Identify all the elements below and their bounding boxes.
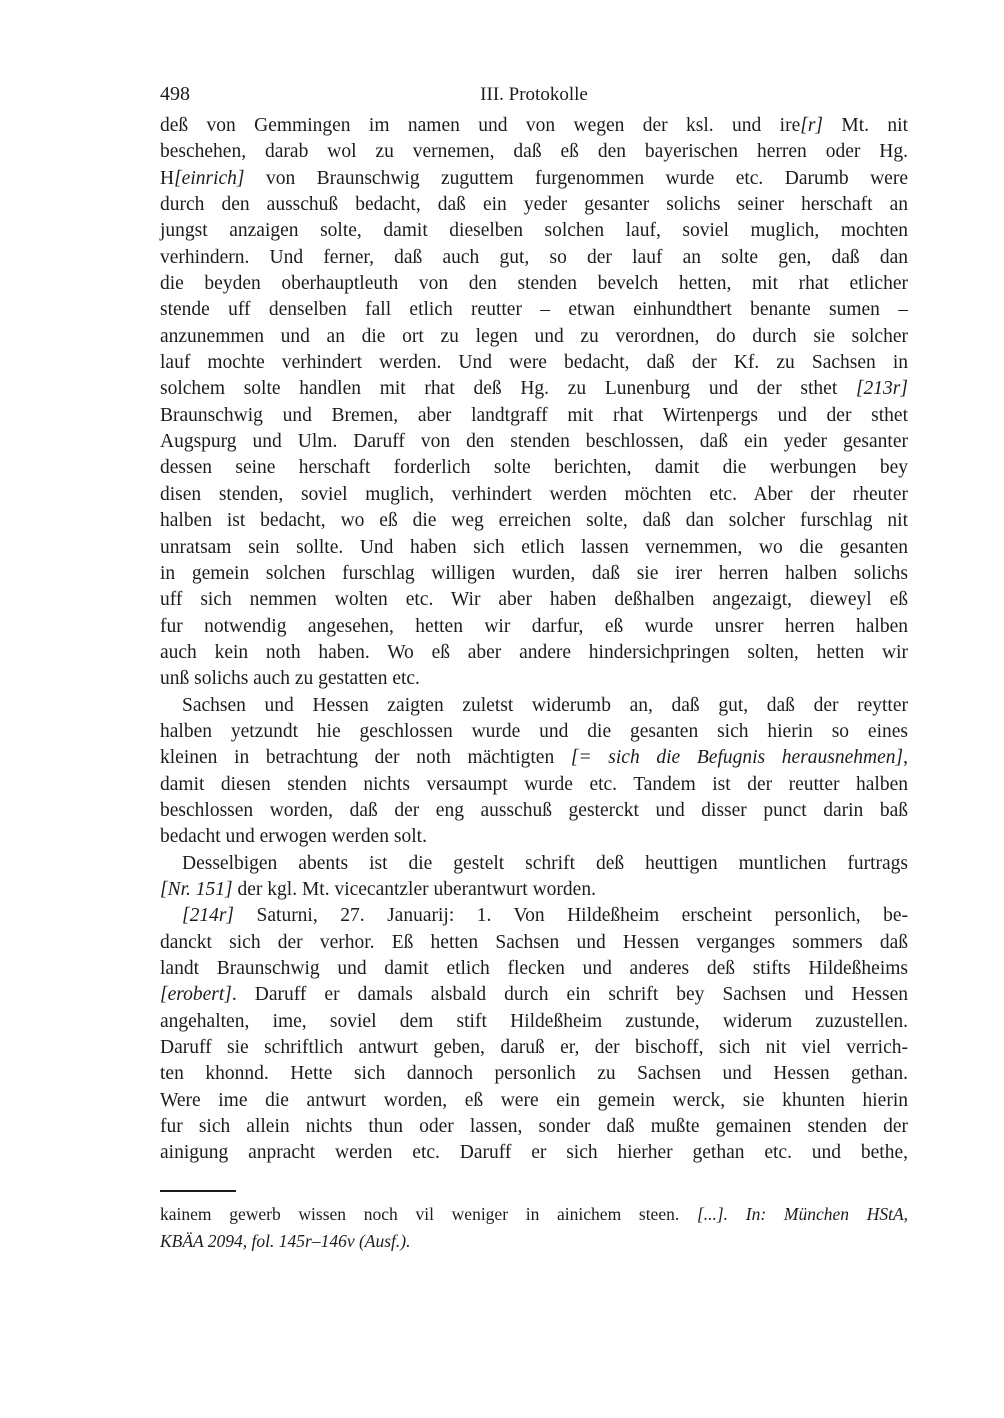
text-line xyxy=(160,693,908,719)
text-run: unß solichs auch zu gestatten etc. xyxy=(160,668,420,690)
text-line xyxy=(160,245,908,271)
text-run: die beyden oberhauptleuth von den stenden bevelch hetten, mit rhat etlicher xyxy=(160,273,908,295)
text-run: stende uff denselben fall etlich reutter – etwan einhundthert benante sumen – xyxy=(160,299,908,321)
footnote-text xyxy=(160,1201,908,1255)
text-line xyxy=(160,614,908,640)
text-line xyxy=(160,1140,908,1166)
editorial-insertion: [= sich die Befugnis herausnehmen] xyxy=(570,747,904,769)
text-line xyxy=(160,192,908,218)
text-run: ainigung anpracht werden etc. Daruff er sich hierher gethan etc. und bethe, xyxy=(160,1142,908,1164)
text-run: beschlossen worden, daß der eng ausschuß gesterckt und disser punct darin baß xyxy=(160,799,908,821)
text-run: deß von Gemmingen im namen und von wegen der ksl. und ire xyxy=(160,115,801,136)
text-run: Were ime die antwurt worden, eß were ein gemein werck, sie khunten hierin xyxy=(160,1089,908,1111)
text-run: auch kein noth haben. Wo eß aber andere hindersichpringen solten, hetten wir xyxy=(160,641,908,663)
text-run: fur notwendig angesehen, hetten wir darfur, eß wurde unsrer herren halben xyxy=(160,615,908,637)
editorial-insertion: [...]. In: München HStA, xyxy=(696,1204,909,1224)
text-line xyxy=(160,719,908,745)
text-line xyxy=(160,535,908,561)
text-line xyxy=(160,324,908,350)
text-line xyxy=(160,956,908,982)
footnote-rule xyxy=(160,1190,236,1192)
text-line xyxy=(160,376,908,402)
text-line xyxy=(160,561,908,587)
text-line xyxy=(160,640,908,666)
text-run: unratsam sein sollte. Und haben sich etlich lassen vernemmen, wo die gesanten xyxy=(160,536,908,558)
text-line xyxy=(160,824,908,850)
text-run: der kgl. Mt. vicecantzler uberantwurt worden. xyxy=(232,878,596,900)
text-run: damit diesen stenden nichts versaumpt wurde etc. Tandem ist der reutter halben xyxy=(160,773,908,795)
text-line xyxy=(160,982,908,1008)
text-line xyxy=(160,350,908,376)
text-line xyxy=(160,455,908,481)
text-run: dessen seine herschaft forderlich solte berichten, damit die werbungen bey xyxy=(160,457,908,479)
text-run: in gemein solchen furschlag willigen wurden, daß sie irer herren halben solichs xyxy=(160,562,908,584)
text-line xyxy=(160,930,908,956)
text-line xyxy=(160,1228,908,1255)
text-line xyxy=(160,745,908,771)
text-line xyxy=(160,113,908,139)
text-run: verhindern. Und ferner, daß auch gut, so der lauf an solte gen, daß dan xyxy=(160,246,908,268)
text-run: Daruff sie schriftlich antwurt geben, daruß er, der bischoff, sich nit viel verrich- xyxy=(160,1037,908,1059)
text-line xyxy=(160,297,908,323)
text-line xyxy=(160,271,908,297)
text-line xyxy=(160,772,908,798)
page-number: 498 xyxy=(160,83,190,105)
text-line xyxy=(160,429,908,455)
text-line xyxy=(160,508,908,534)
text-run: Augspurg und Ulm. Daruff von den stenden beschlossen, daß ein yeder gesanter xyxy=(160,431,908,453)
running-title: III. Protokolle xyxy=(480,84,588,105)
text-line xyxy=(160,482,908,508)
text-run: landt Braunschwig und damit etlich flecken und anderes deß stifts Hildeßheims xyxy=(160,958,908,979)
text-run: Sachsen und Hessen zaigten zuletst widerumb an, daß gut, daß der reytter xyxy=(182,694,908,716)
text-run: lauf mochte verhindert werden. Und were bedacht, daß der Kf. zu Sachsen in xyxy=(160,352,908,374)
text-line xyxy=(160,218,908,244)
footnote xyxy=(160,1190,908,1255)
text-run: Saturni, 27. Januarij: 1. Von Hildeßheim erscheint personlich, be- xyxy=(234,905,908,927)
text-run: Desselbigen abents ist die gestelt schrift deß heuttigen muntlichen furtrags xyxy=(182,852,908,874)
text-run: von Braunschwig zuguttem furgenommen wurde etc. Darumb were xyxy=(244,167,908,189)
text-run: bedacht und erwogen werden solt. xyxy=(160,826,427,848)
text-line xyxy=(160,587,908,613)
text-line xyxy=(160,798,908,824)
text-line xyxy=(160,1061,908,1087)
editorial-insertion: [Nr. 151] xyxy=(160,878,233,900)
text-line xyxy=(160,1035,908,1061)
text-line xyxy=(160,877,908,903)
text-run: anzunemmen und an die ort zu legen und zu verordnen, do durch sie solcher xyxy=(160,325,908,347)
text-run: kainem gewerb wissen noch vil weniger in ainichem steen. xyxy=(160,1204,697,1224)
text-line xyxy=(160,403,908,429)
text-line xyxy=(160,666,908,692)
editorial-insertion: [213r] xyxy=(855,378,908,400)
text-run: beschehen, darab wol zu vernemen, daß eß den bayerischen herren oder Hg. xyxy=(160,141,908,163)
text-run: disen stenden, soviel muglich, verhindert werden möchten etc. Aber der rheuter xyxy=(160,483,908,505)
text-run: , xyxy=(903,747,908,769)
text-run: uff sich nemmen wolten etc. Wir aber haben deßhalben angezaigt, dieweyl eß xyxy=(160,589,908,611)
text-line xyxy=(160,1201,908,1228)
text-run: kleinen in betrachtung der noth mächtigten xyxy=(160,747,571,769)
editorial-insertion: [erobert] xyxy=(160,984,232,1006)
text-line xyxy=(160,1009,908,1035)
text-run: H xyxy=(160,167,175,189)
text-run: durch den ausschuß bedacht, daß ein yeder gesanter solichs seiner herschaft an xyxy=(160,194,908,216)
text-run: fur sich allein nichts thun oder lassen, sonder daß mußte gemainen stenden der xyxy=(160,1116,908,1138)
text-run: angehalten, ime, soviel dem stift Hildeßheim zustunde, widerum zuzustellen. xyxy=(160,1010,908,1032)
page-header xyxy=(160,82,908,106)
text-line xyxy=(160,851,908,877)
body-text xyxy=(160,113,908,1167)
text-run: Mt. nit xyxy=(823,115,909,136)
text-run: ten khonnd. Hette sich dannoch personlich zu Sachsen und Hessen gethan. xyxy=(160,1063,908,1085)
text-line xyxy=(160,1088,908,1114)
text-line xyxy=(160,139,908,165)
text-run: danckt sich der verhor. Eß hetten Sachsen und Hessen verganges sommers daß xyxy=(160,931,908,953)
editorial-insertion: [214r] xyxy=(182,905,235,927)
text-run: . Daruff er damals alsbald durch ein schrift bey Sachsen und Hessen xyxy=(231,984,908,1006)
text-line xyxy=(160,903,908,929)
text-run: jungst anzaigen solte, damit dieselben solchen lauf, soviel muglich, mochten xyxy=(160,220,908,242)
text-run: halben yetzundt hie geschlossen wurde und die gesanten sich hierin so eines xyxy=(160,720,908,742)
text-run: solchem solte handlen mit rhat deß Hg. zu Lunenburg und der sthet xyxy=(160,378,856,400)
text-line xyxy=(160,166,908,192)
text-run: halben ist bedacht, wo eß die weg erreichen solte, daß dan solcher furschlag nit xyxy=(160,510,908,532)
editorial-insertion: [einrich] xyxy=(174,167,245,189)
text-line xyxy=(160,1114,908,1140)
editorial-insertion: KBÄA 2094, fol. 145r–146v (Ausf.). xyxy=(160,1231,411,1251)
text-run: Braunschwig und Bremen, aber landtgraff mit rhat Wirtenpergs und der sthet xyxy=(160,404,908,426)
editorial-insertion: [r] xyxy=(800,115,824,136)
